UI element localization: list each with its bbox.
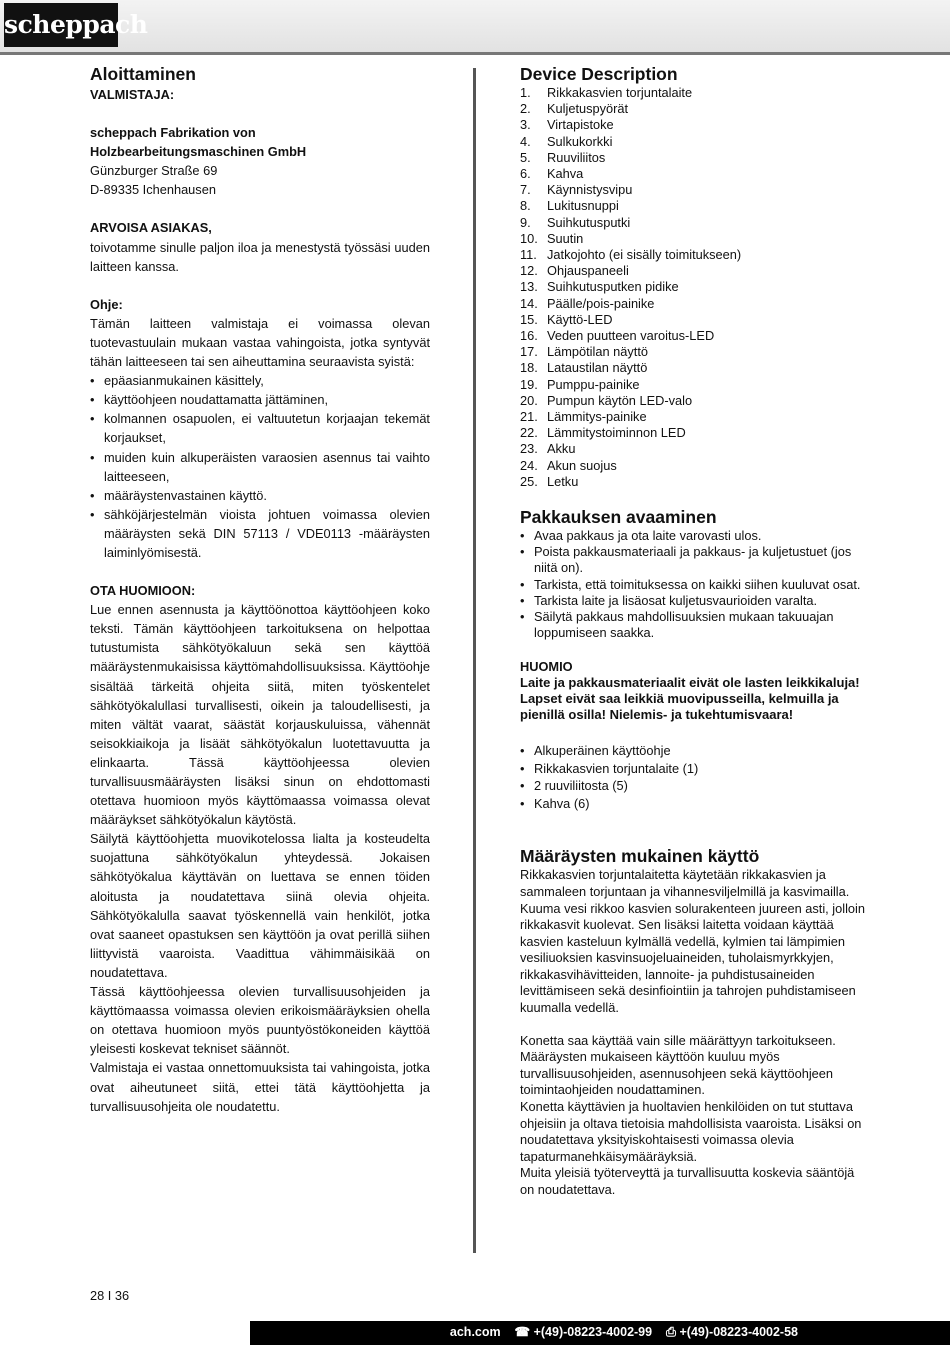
list-item: • kolmannen osapuolen, ei valtuutetun korjaajan tekemät korjaukset, bbox=[90, 409, 430, 447]
list-item: • määräystenvastainen käyttö. bbox=[90, 486, 430, 505]
unpack-list bbox=[520, 528, 865, 641]
notice-text: Laite ja pakkausmateriaalit eivät ole lasten leikkikaluja! Lapset eivät saa leikkiä muovipusseilla, kelmuilla ja pienillä osilla! Nielemis- ja tukehtumisvaara! bbox=[520, 674, 860, 723]
list-item: • Säilytä pakkaus mahdollisuuksien mukaan takuuajan loppumiseen saakka. bbox=[520, 609, 865, 641]
list-item: 11. Jatkojohto (ei sisälly toimitukseen) bbox=[520, 247, 742, 263]
list-item: 2. Kuljetuspyörät bbox=[520, 101, 629, 117]
list-item: 23. Akku bbox=[520, 441, 576, 457]
section-title-intended-use: Määräysten mukainen käyttö bbox=[520, 846, 760, 867]
notice-heading: HUOMIO bbox=[520, 658, 573, 674]
attention-paragraph: Tässä käyttöohjeessa olevien turvallisuusohjeiden ja käyttömaassa voimassa olevien erikoismääräyksien ohella on otettava huomioon myös puuntyöstökoneiden käyttöä yleisesti koskevat tekniset säännöt. bbox=[90, 984, 430, 1057]
customer-heading: ARVOISA ASIAKAS, bbox=[90, 220, 212, 236]
list-item: 20. Pumpun käytön LED-valo bbox=[520, 392, 693, 408]
list-item: 6. Kahva bbox=[520, 166, 584, 182]
company-line2: Holzbearbeitungsmaschinen GmbH bbox=[90, 144, 307, 160]
column-divider bbox=[473, 68, 476, 1253]
page-header bbox=[0, 0, 950, 55]
section-title-getting-started: Aloittaminen bbox=[90, 64, 196, 84]
footer-white-block bbox=[155, 1321, 250, 1345]
page-footer bbox=[0, 1321, 950, 1345]
list-item: 17. Lämpötilan näyttö bbox=[520, 344, 649, 360]
list-item: • käyttöohjeen noudattamatta jättäminen, bbox=[90, 390, 430, 409]
scope-of-delivery-list bbox=[520, 742, 865, 812]
fax-icon: ⎙ bbox=[666, 1325, 677, 1339]
list-item: • Avaa pakkaus ja ota laite varovasti ulos. bbox=[520, 528, 865, 544]
list-item: 18. Lataustilan näyttö bbox=[520, 360, 648, 376]
list-item: 10. Suutin bbox=[520, 230, 584, 246]
street-address: Günzburger Straße 69 bbox=[90, 163, 218, 179]
note-heading: Ohje: bbox=[90, 296, 123, 312]
left-column bbox=[90, 64, 430, 1116]
customer-text: toivotamme sinulle paljon iloa ja menestystä työssäsi uuden laitteen kanssa. bbox=[90, 239, 430, 274]
scheppach-logo: scheppach bbox=[4, 3, 118, 47]
list-item: 24. Akun suojus bbox=[520, 457, 617, 473]
footer-contact bbox=[450, 1324, 798, 1340]
manufacturer-heading: VALMISTAJA: bbox=[90, 87, 175, 102]
list-item: 5. Ruuviliitos bbox=[520, 149, 606, 165]
attention-heading: OTA HUOMIOON: bbox=[90, 583, 196, 599]
section-title-unpacking: Pakkauksen avaaminen bbox=[520, 507, 717, 528]
footer-white-block bbox=[0, 1321, 155, 1345]
list-item: • muiden kuin alkuperäisten varaosien asennus tai vaihto laitteeseen, bbox=[90, 448, 430, 486]
list-item: 13. Suihkutusputken pidike bbox=[520, 279, 679, 295]
list-item: 9. Suihkutusputki bbox=[520, 214, 631, 230]
fax-number: +(49)-08223-4002-58 bbox=[679, 1325, 798, 1339]
list-item: 21. Lämmitys-painike bbox=[520, 409, 647, 425]
list-item: 12. Ohjauspaneeli bbox=[520, 263, 629, 279]
list-item: 7. Käynnistysvipu bbox=[520, 182, 633, 198]
phone-number: +(49)-08223-4002-99 bbox=[533, 1325, 653, 1339]
list-item: • Tarkista, että toimituksessa on kaikki siihen kuuluvat osat. bbox=[520, 577, 865, 593]
list-item: • Tarkista laite ja lisäosat kuljetusvaurioiden varalta. bbox=[520, 593, 865, 609]
list-item: 3. Virtapistoke bbox=[520, 117, 614, 133]
list-item: • sähköjärjestelmän vioista johtuen voimassa olevien määräysten sekä DIN 57113 / VDE0113 -määräysten laiminlyömisestä. bbox=[90, 505, 430, 562]
section-title-device-description: Device Description bbox=[520, 64, 678, 84]
intended-use-paragraph: Konetta käyttävien ja huoltavien henkilöiden on tut stuttava ohjeisiin ja oltava tietoisia mahdollisista vaaroista. Lisäksi on noudatettava yksityiskohtaisesti voimassa olevia tapaturmanehkäisymääräyksiä. bbox=[520, 1099, 862, 1164]
attention-paragraph: Säilytä käyttöohjetta muovikotelossa lialta ja kosteudelta suojattuna sähkötyökalun yhteydessä. Jokaisen sähkötyökalua käyttävän on luettava se ennen töiden aloitusta ja noudatettava siinä olevia ohjeita. Sähkötyökalulla saavat työskennellä vain henkilöt, jotka ovat saaneet opastuksen sen käyttöön ja ovat perillä siihen liittyvistä vaaroista. Vaadittua vähimmäisikää on noudatettava. bbox=[90, 831, 430, 980]
list-item: 1. Rikkakasvien torjuntalaite bbox=[520, 85, 693, 100]
attention-paragraph: Valmistaja ei vastaa onnettomuuksista tai vahingoista, jotka ovat aiheutuneet siitä, ettei tätä käyttöohjetta ja turvallisuusohjeita ole noudatettu. bbox=[90, 1060, 430, 1114]
right-column bbox=[520, 64, 865, 1199]
intended-use-paragraph: Rikkakasvien torjuntalaitetta käytetään rikkakasvien ja sammaleen torjuntaan ja vihannesviljelmillä ja kasvimailla. Kuuma vesi rikkoo kasvien solurakenteen juureen asti, jolloin rikkakasvit kuolevat. Sen lisäksi laitetta voidaan käyttää kasvien kasteluun kylmällä vedellä, kylmien tai lämpimien vesiliuoksien kasvinsuojeluaineiden, tuholaismyrkkyjen, rikkakasvihävitteiden, lannoite- ja puhdistusaineiden levittämiseen sekä desinfiointiin ja tahrojen puhdistamiseen kuumalla vedellä. bbox=[520, 867, 865, 1016]
list-item: 25. Letku bbox=[520, 473, 579, 489]
list-item: 19. Pumppu-painike bbox=[520, 376, 640, 392]
list-item: 15. Käyttö-LED bbox=[520, 311, 613, 327]
device-parts-list bbox=[520, 85, 865, 490]
page-number: 28 I 36 bbox=[90, 1288, 130, 1303]
intended-use-paragraph: Konetta saa käyttää vain sille määrättyyn tarkoitukseen. Määräysten mukaiseen käyttöön kuuluu myös turvallisuusohjeiden, asennusohjeen sekä käyttöohjeen toimintaohjeiden noudattaminen. bbox=[520, 1032, 836, 1098]
company-line1: scheppach Fabrikation von bbox=[90, 125, 256, 141]
list-item: • Kahva (6) bbox=[520, 795, 865, 813]
list-item: 16. Veden puutteen varoitus-LED bbox=[520, 328, 715, 344]
city-address: D-89335 Ichenhausen bbox=[90, 182, 216, 198]
list-item: 8. Lukitusnuppi bbox=[520, 198, 619, 214]
attention-paragraph: Lue ennen asennusta ja käyttöönottoa käyttöohjeen koko teksti. Tämän käyttöohjeen tarkoituksena on helpottaa tutustumista sähkötyökaluun sekä sen käyttöä määräystenmukaisissa käyttömahdollisuuksissa. Käyttöohje sisältää tärkeitä ohjeita siitä, miten työskentelet sähkötyökalullasi turvallisesti, oikein ja taloudellisesti, ja miten vältät vaarat, säästät korjauskuluissa, vähennät seisokkiaikoja ja lisäät sähkötyökalun luotettavuutta ja elinkaarta. Tässä käyttöohjeessa olevien turvallisuusmääräysten lisäksi sinun on ehdottomasti otettava huomioon myös käyttömaassa voimassa olevat määräykset sähkötyökalun käytöstä. bbox=[90, 602, 430, 828]
note-intro: Tämän laitteen valmistaja ei voimassa olevan tuotevastuulain mukaan vastaa vahingoista, jotka syntyvät tähän laitteeseen tai sen aiheuttamina seuraavista syistä: bbox=[90, 315, 430, 370]
list-item: 4. Sulkukorkki bbox=[520, 133, 613, 149]
intended-use-paragraph: Muita yleisiä työterveyttä ja turvallisuutta koskevia sääntöjä on noudatettava. bbox=[520, 1165, 855, 1197]
list-item: 14. Päälle/pois-painike bbox=[520, 295, 655, 311]
list-item: • Rikkakasvien torjuntalaite (1) bbox=[520, 760, 865, 778]
website-text: ach.com bbox=[449, 1325, 501, 1339]
list-item: • Alkuperäinen käyttöohje bbox=[520, 742, 865, 760]
phone-icon: ☎ bbox=[514, 1325, 531, 1339]
list-item: • epäasianmukainen käsittely, bbox=[90, 371, 430, 390]
list-item: • 2 ruuviliitosta (5) bbox=[520, 777, 865, 795]
list-item: • Poista pakkausmateriaali ja pakkaus- ja kuljetustuet (jos niitä on). bbox=[520, 544, 865, 576]
list-item: 22. Lämmitystoiminnon LED bbox=[520, 425, 686, 441]
note-list bbox=[90, 371, 430, 562]
